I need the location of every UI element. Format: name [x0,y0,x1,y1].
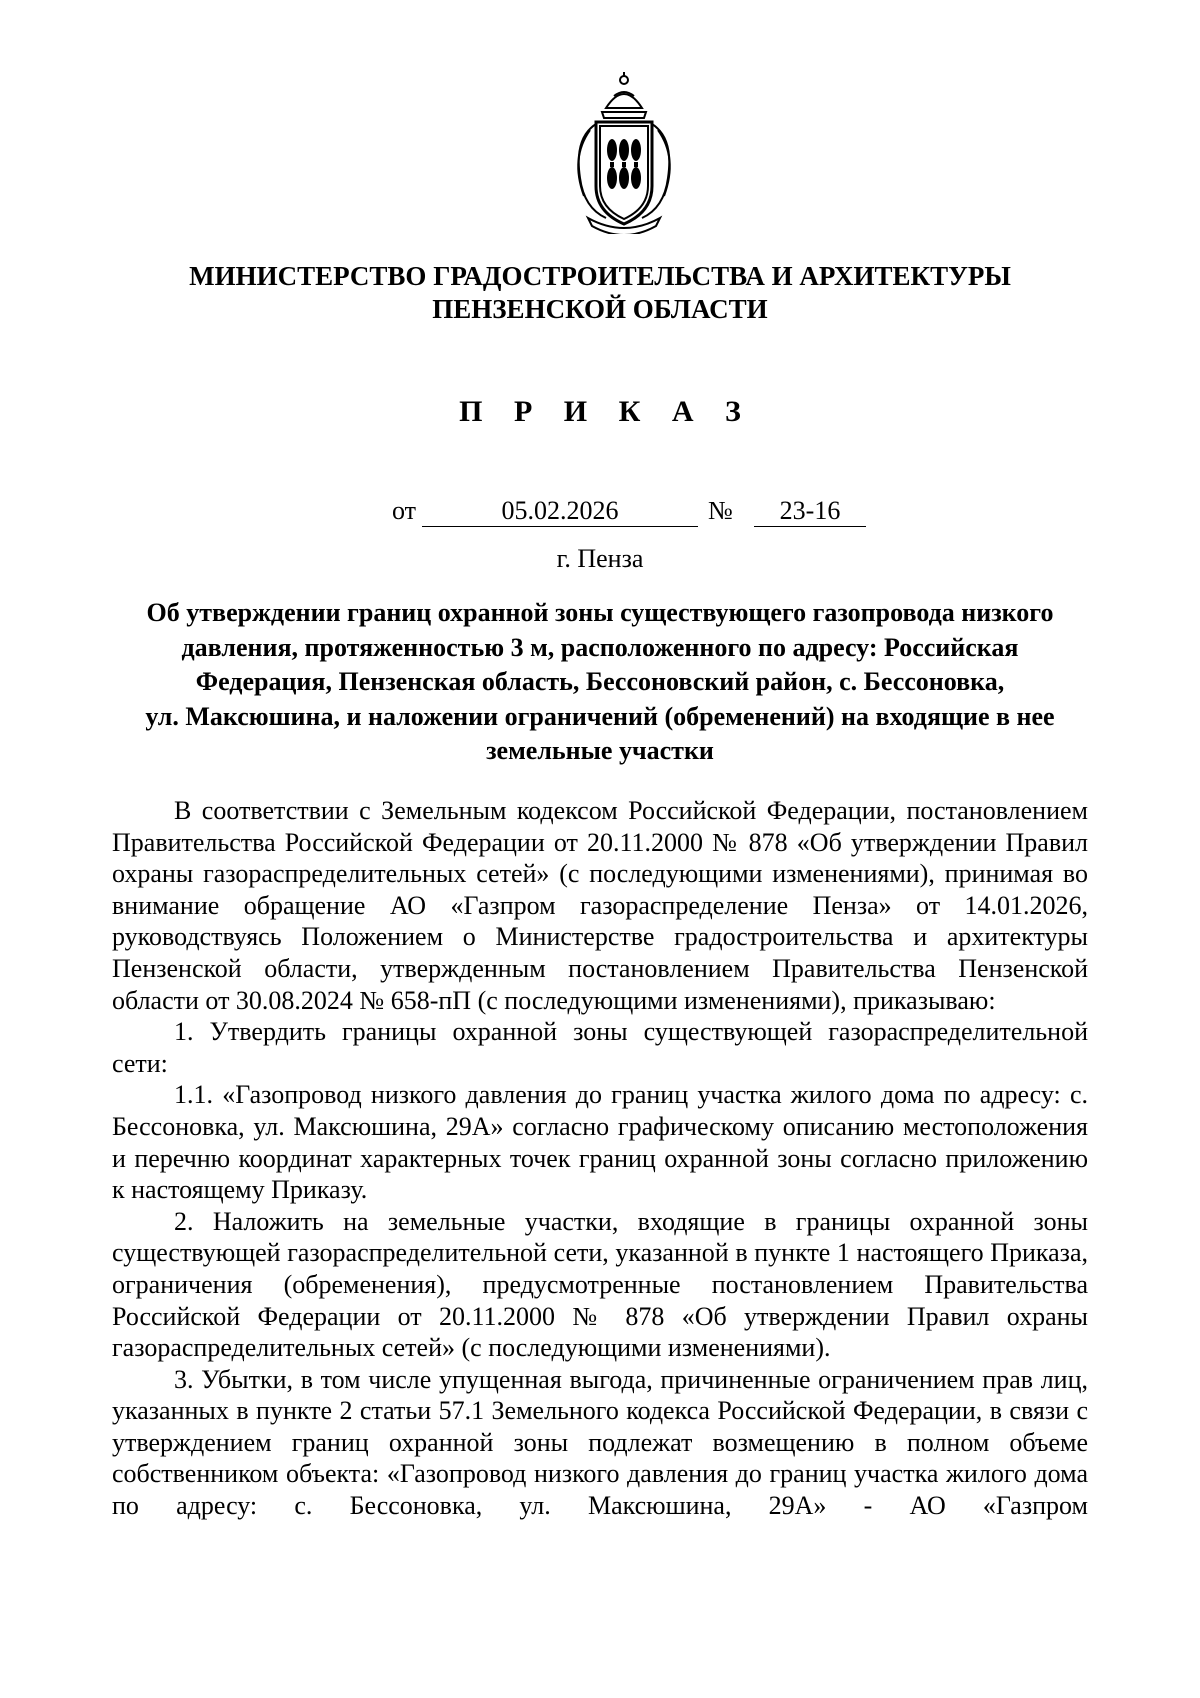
coat-of-arms-emblem [566,68,682,234]
order-date: 05.02.2026 [422,496,698,527]
subject-line: давления, протяженностью 3 м, расположенного по адресу: Российская [181,632,1019,662]
order-body [112,795,1088,1522]
city-label: г. Пенза [556,544,644,573]
body-paragraph-item-3: 3. Убытки, в том числе упущенная выгода, причиненные ограничением прав лиц, указанных в пункте 2 статьи 57.1 Земельного кодекса Российской Федерации, в связи с утверждением границ охранной зоны подлежат возмещению в полном объеме собственником объекта: «Газопровод низкого давления до границ участка жилого дома по адресу: с. Бессоновка, ул. Максюшина, 29А» - АО «Газпром [112,1364,1088,1521]
ministry-title-line2: ПЕНЗЕНСКОЙ ОБЛАСТИ [432,294,768,324]
order-number: 23-16 [754,496,866,527]
ministry-title-line1: МИНИСТЕРСТВО ГРАДОСТРОИТЕЛЬСТВА И АРХИТЕКТУРЫ [189,261,1011,291]
ministry-title [110,260,1090,326]
from-label: от [392,496,417,525]
body-paragraph-item-2: 2. Наложить на земельные участки, входящие в границы охранной зоны существующей газораспределительной сети, указанной в пункте 1 настоящего Приказа, ограничения (обременения), предусмотренные постановлением Правительства Российской Федерации от 20.11.2000 № 878 «Об утверждении Правил охраны газораспределительных сетей» (с последующими изменениями). [112,1206,1088,1363]
body-paragraph-item-1: 1. Утвердить границы охранной зоны существующей газораспределительной сети: [112,1017,1088,1078]
subject-line: Об утверждении границ охранной зоны существующего газопровода низкого [146,598,1054,627]
subject-line: ул. Максюшина, и наложении ограничений (обременений) на входящие в нее [145,701,1055,731]
body-paragraph-item-1-1: 1.1. «Газопровод низкого давления до границ участка жилого дома по адресу: с. Бессоновка, ул. Максюшина, 29А» согласно графическому описанию местоположения и перечню координат характерных точек границ охранной зоны согласно приложению к настоящему Приказу. [112,1080,1088,1205]
body-paragraph-preamble: В соответствии с Земельным кодексом Российской Федерации, постановлением Правительства Российской Федерации от 20.11.2000 № 878 «Об утверждении Правил охраны газораспределительных сетей» (с последующими изменениями), принимая во внимание обращение АО «Газпром газораспределение Пенза» от 14.01.2026, руководствуясь Положением о Министерстве градостроительства и архитектуры Пензенской области, утвержденным постановлением Правительства Пензенской области от 30.08.2024 № 658-пП (с последующими изменениями), приказываю: [112,796,1088,1015]
document-type-title: П Р И К А З [459,395,753,428]
number-label: № [708,496,733,525]
order-subject [112,596,1088,769]
subject-line: Федерация, Пензенская область, Бессоновский район, с. Бессоновка, [195,667,1005,696]
subject-line: земельные участки [486,736,714,765]
